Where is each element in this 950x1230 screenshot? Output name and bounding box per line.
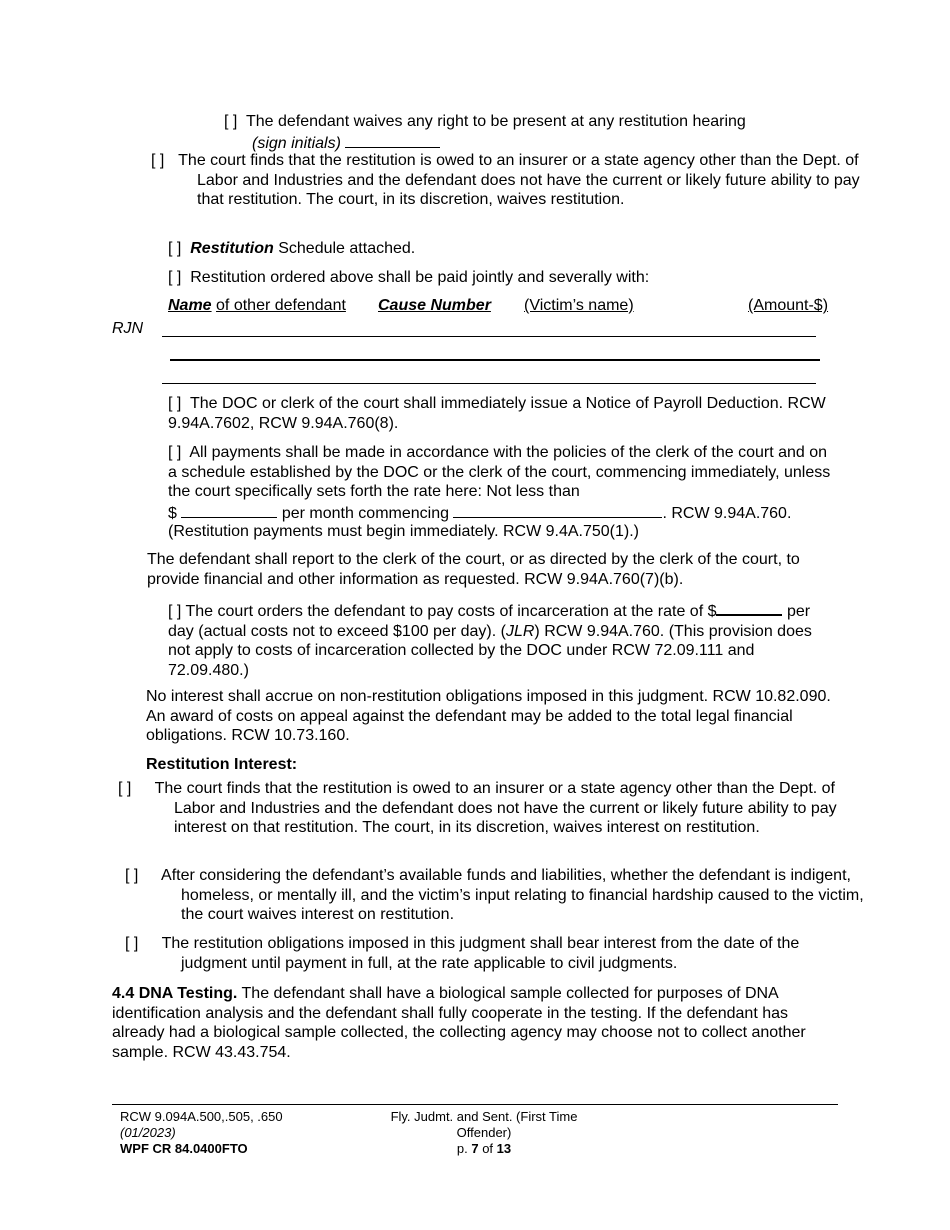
restitution-interest-heading: Restitution Interest: — [146, 756, 298, 773]
interest-item-3: [ ] The restitution obligations imposed in this judgment shall bear interest from the date of the judgment until payment in full, at the rate applicable to civil judgments. — [125, 935, 800, 972]
interest-item-1: [ ] The court finds that the restitution is owed to an insurer or a state agency other than the Dept. of Labor and Industries and the defendant does not have the current or likely future ability to pay interest on that restitution. The court, in its discretion, waives interest on restitution. — [118, 780, 837, 837]
footer-page-number — [376, 1141, 592, 1157]
per-month-text: per month commencing — [281, 505, 449, 522]
footer-date: (01/2023) — [120, 1125, 176, 1140]
footer-title-line-1: Fly. Judmt. and Sent. (First Time — [390, 1109, 578, 1124]
jointly-text: Restitution ordered above shall be paid jointly and severally with: — [190, 269, 650, 286]
footer-rcw: RCW 9.094A.500,.505, .650 — [120, 1109, 283, 1124]
payments-rate-row — [168, 502, 791, 524]
payroll-text: The DOC or clerk of the court shall immediately issue a Notice of Payroll Deduction. RCW 9.94A.7602, RCW 9.94A.760(8). — [168, 395, 826, 432]
schedule-item — [168, 239, 415, 259]
initials-field[interactable] — [345, 132, 440, 148]
report-paragraph: The defendant shall report to the clerk of the court, or as directed by the clerk of the court, to provide financial and other information as requested. RCW 9.94A.760(7)(b). — [147, 551, 800, 588]
rate-amount-field[interactable] — [181, 502, 277, 518]
page-num: 7 — [471, 1141, 479, 1156]
jlr-text: JLR — [505, 622, 535, 640]
defendant-line-1[interactable] — [162, 336, 816, 337]
dna-text: The defendant shall have a biological sample collected for purposes of DNA identification analysis and the defendant shall fully cooperate in the testing. If the defendant has already had a biological sample collected, the collecting agency may choose not to collect another sample. RCW 43.43.754. — [112, 985, 806, 1061]
jointly-item — [168, 268, 649, 288]
payments-text: All payments shall be made in accordance with the policies of the clerk of the court and on a schedule established by the DOC or the clerk of the court, commencing immediately, unless the court specifically sets forth the rate here: Not less than — [168, 444, 831, 501]
header-name — [168, 296, 346, 316]
interest-item-3-text: The restitution obligations imposed in this judgment shall bear interest from the date of the judgment until payment in full, at the rate applicable to civil judgments. — [161, 935, 800, 972]
waive-hearing-item — [224, 112, 746, 132]
header-name-rest: of other defendant — [216, 297, 346, 314]
jointly-checkbox[interactable]: [ ] — [168, 269, 182, 286]
incarceration-item — [168, 599, 828, 680]
initials-label: (sign initials) — [252, 135, 341, 152]
payments-rcw: . RCW 9.94A.760. — [662, 505, 792, 522]
schedule-bold: Restitution — [190, 240, 274, 257]
payments-item — [168, 443, 838, 502]
incarceration-text2: per day (actual costs not to exceed $100 per day). ( — [168, 603, 811, 640]
rjn-label: RJN — [112, 320, 144, 337]
payroll-item — [168, 394, 848, 433]
insurer-waive-item: [ ] The court finds that the restitution is owed to an insurer or a state agency other than the Dept. of Labor and Industries and the defendant does not have the current or likely future ability to pay that restitution. The court, in its discretion, waives restitution. — [151, 152, 860, 209]
schedule-text: Schedule attached. — [278, 240, 416, 257]
incarceration-checkbox[interactable]: [ ] — [168, 603, 182, 620]
page-of: of — [482, 1141, 494, 1156]
defendant-line-3[interactable] — [162, 383, 816, 384]
waive-hearing-checkbox[interactable]: [ ] — [224, 113, 238, 130]
dollar-sign: $ — [168, 505, 177, 522]
interest-item-2: [ ] After considering the defendant’s available funds and liabilities, whether the defendant is indigent, homeless, or mentally ill, and the victim’s input relating to financial hardship caused to the victim, the court waives interest on restitution. — [125, 867, 864, 924]
incarceration-text1: The court orders the defendant to pay costs of incarceration at the rate of $ — [185, 603, 717, 620]
header-name-bold: Name — [168, 297, 212, 314]
header-amount: (Amount-$) — [748, 297, 829, 314]
footer-form-number: WPF CR 84.0400FTO — [120, 1141, 248, 1156]
defendant-line-2[interactable] — [170, 359, 820, 361]
dna-heading: 4.4 DNA Testing. — [112, 985, 238, 1002]
commencing-date-field[interactable] — [453, 502, 662, 518]
header-cause: Cause Number — [378, 297, 491, 314]
interest-item-1-text: The court finds that the restitution is owed to an insurer or a state agency other than the Dept. of Labor and Industries and the defendant does not have the current or likely future ability to pay interest on that restitution. The court, in its discretion, waives interest on restitution. — [154, 780, 837, 837]
waive-hearing-text: The defendant waives any right to be present at any restitution hearing — [245, 113, 746, 130]
payments-checkbox[interactable]: [ ] — [168, 444, 182, 461]
incarceration-text3: ) RCW 9.94A.760. (This provision does not apply to costs of incarceration collected by the DOC under RCW 72.09.111 and 72.09.480.) — [168, 622, 812, 679]
incarceration-rate-field[interactable] — [716, 599, 782, 616]
payments-note: (Restitution payments must begin immediately. RCW 9.4A.750(1).) — [168, 523, 639, 540]
interest-item-2-text: After considering the defendant’s available funds and liabilities, whether the defendant is indigent, homeless, or mentally ill, and the victim’s input relating to financial hardship caused to the victim, the court waives interest on restitution. — [161, 867, 864, 924]
no-interest-paragraph: No interest shall accrue on non-restitution obligations imposed in this judgment. RCW 10.82.090. An award of costs on appeal against the defendant may be added to the total legal financial obligations. RCW 10.73.160. — [146, 688, 831, 745]
payroll-checkbox[interactable]: [ ] — [168, 395, 182, 412]
page-prefix: p. — [456, 1141, 468, 1156]
insurer-waive-text: The court finds that the restitution is owed to an insurer or a state agency other than the Dept. of Labor and Industries and the defendant does not have the current or likely future ability to pay that restitution. The court, in its discretion, waives restitution. — [178, 152, 860, 209]
footer-divider — [112, 1104, 838, 1105]
dna-section — [112, 984, 842, 1062]
page-total: 13 — [496, 1141, 512, 1156]
footer-title-line-2: Offender) — [456, 1125, 512, 1140]
schedule-checkbox[interactable]: [ ] — [168, 240, 182, 257]
header-victim: (Victim’s name) — [524, 297, 634, 314]
